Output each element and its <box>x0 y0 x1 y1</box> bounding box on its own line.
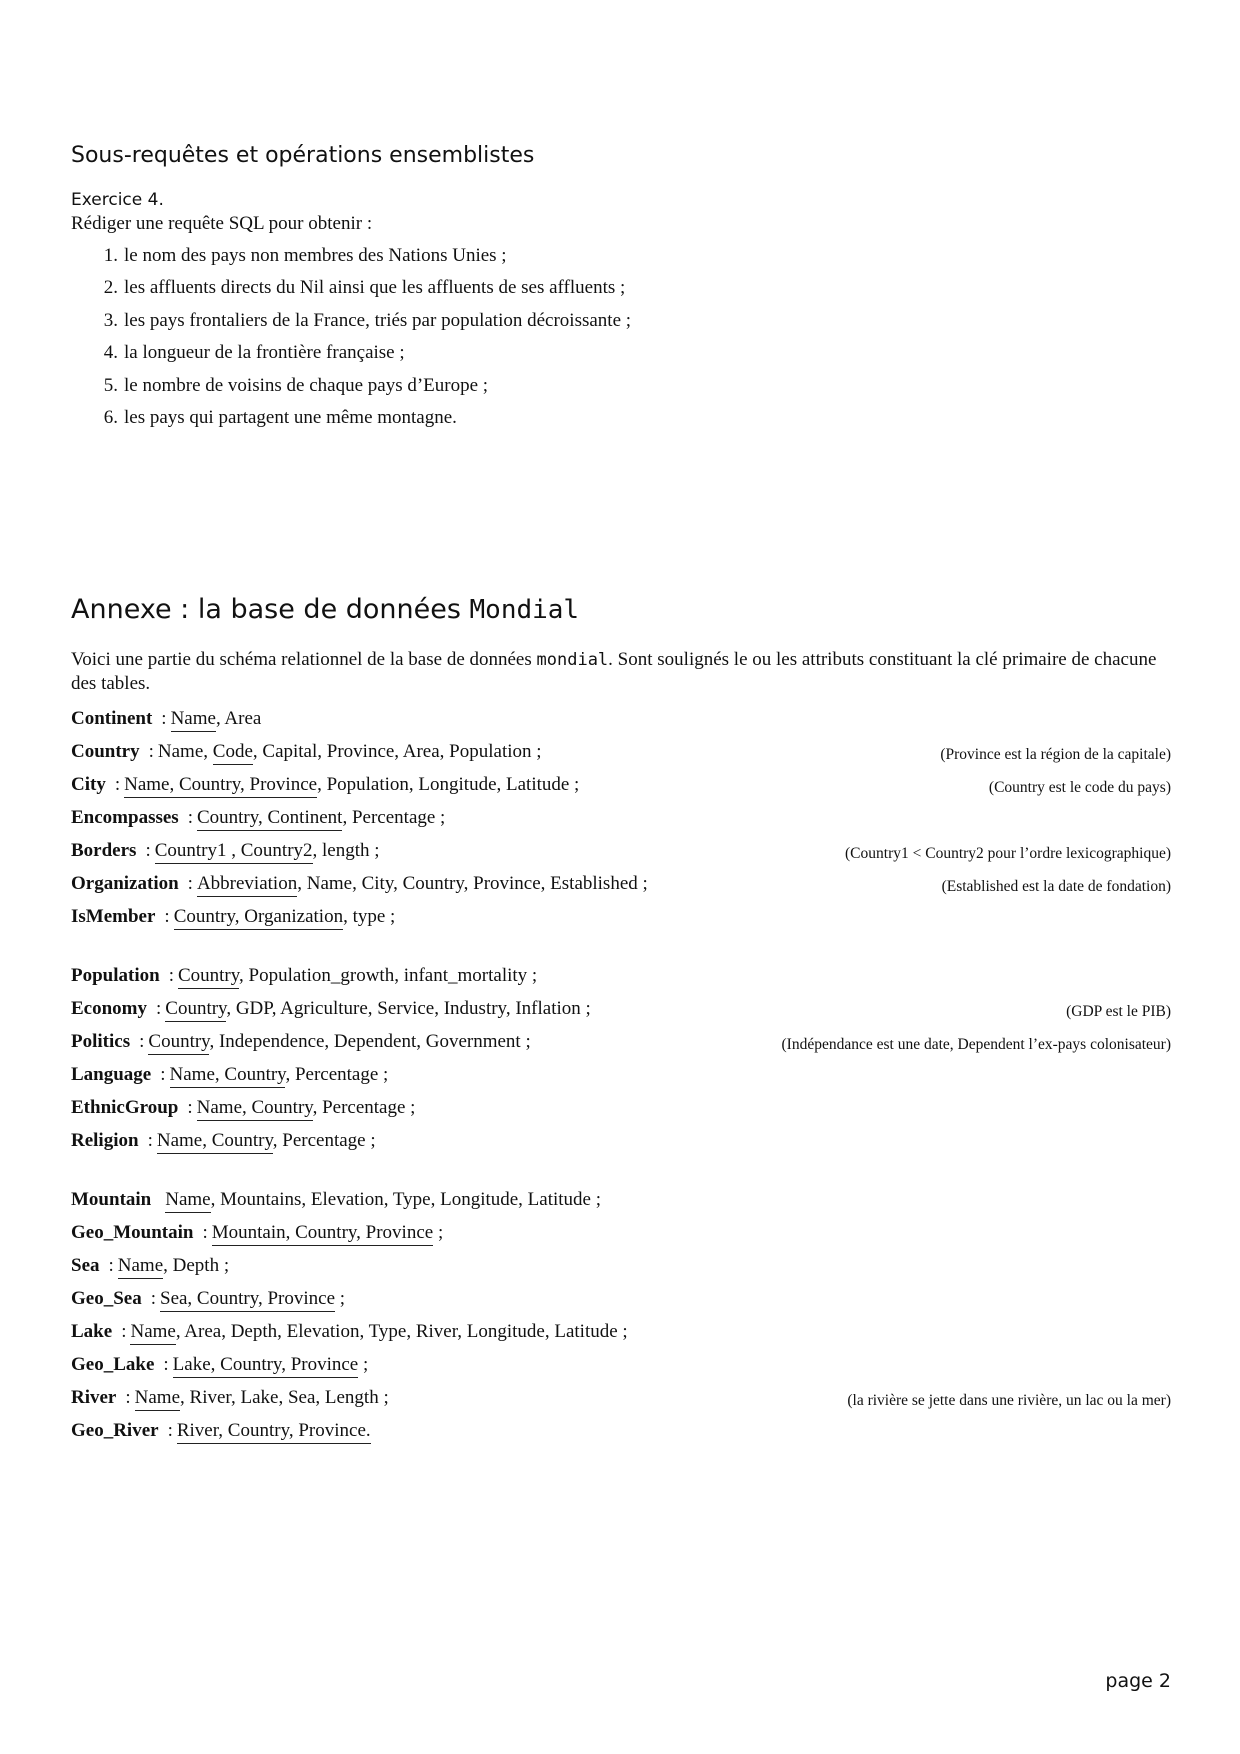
schema-row-river <box>71 1387 1171 1420</box>
primary-key: Name, Country <box>170 1064 286 1088</box>
schema-row-continent <box>71 708 1171 741</box>
primary-key: Country <box>178 965 239 989</box>
table-name: Lake <box>71 1321 113 1342</box>
attributes: , Percentage ; <box>285 1064 389 1085</box>
annexe-intro: Voici une partie du schéma relationnel de la base de données mondial. Sont soulignés le ou les attributs constituant la clé primaire de chacune des tables. <box>71 649 1157 694</box>
primary-key: Abbreviation <box>197 873 297 897</box>
separator: : <box>202 1222 208 1243</box>
attributes: ; <box>335 1288 346 1309</box>
separator: : <box>168 965 174 986</box>
separator: : <box>187 807 193 828</box>
primary-key: Name <box>171 708 216 732</box>
table-name: Geo_Lake <box>71 1354 155 1375</box>
schema-row-country <box>71 741 1171 774</box>
table-name: Geo_River <box>71 1420 159 1441</box>
table-name: Mountain <box>71 1189 152 1210</box>
list-item: 4. la longueur de la frontière française ; <box>103 342 405 364</box>
attributes: , Area <box>215 708 262 729</box>
separator: : <box>108 1255 114 1276</box>
schema-row-ismember <box>71 906 1171 939</box>
schema-row-language <box>71 1064 1171 1097</box>
table-name: IsMember <box>71 906 156 927</box>
separator: : <box>114 774 121 795</box>
attributes: , Depth ; <box>163 1255 230 1276</box>
attributes: , Population_growth, infant_mortality ; <box>239 965 538 986</box>
attributes: ; <box>358 1354 369 1375</box>
schema-row-sea <box>71 1255 1171 1288</box>
separator: : <box>163 1354 169 1375</box>
primary-key: Name <box>135 1387 180 1411</box>
schema-row-organization <box>71 873 1171 906</box>
table-name: Organization <box>71 873 179 894</box>
schema-row-politics <box>71 1031 1171 1064</box>
schema-row-religion <box>71 1130 1171 1163</box>
table-name: Population <box>71 965 160 986</box>
list-item: 6. les pays qui partagent une même montagne. <box>103 406 457 428</box>
document-page <box>71 0 1171 1754</box>
table-name: Geo_Mountain <box>71 1222 194 1243</box>
table-name: River <box>71 1387 117 1408</box>
attributes: , Mountains, Elevation, Type, Longitude, Latitude ; <box>210 1189 602 1210</box>
primary-key: River, Country, Province. <box>177 1420 371 1444</box>
schema-row-economy <box>71 998 1171 1031</box>
separator: : <box>125 1387 131 1408</box>
primary-key: Country, Organization <box>174 906 343 930</box>
table-note: (GDP est le PIB) <box>1066 1003 1171 1020</box>
attributes: , Population, Longitude, Latitude ; <box>317 774 580 795</box>
table-name: Geo_Sea <box>71 1288 142 1309</box>
attributes: , GDP, Agriculture, Service, Industry, Inflation ; <box>226 998 591 1019</box>
table-name: Encompasses <box>71 807 179 828</box>
primary-key: Country1 , Country2 <box>155 840 313 864</box>
primary-key: Country <box>148 1031 209 1055</box>
schema-row-geo-sea <box>71 1288 1171 1321</box>
section-title: Sous-requêtes et opérations ensemblistes <box>71 143 535 168</box>
schema-table-list <box>71 708 1171 1453</box>
schema-row-population <box>71 965 1171 998</box>
table-note: (Country est le code du pays) <box>988 779 1171 796</box>
separator: : <box>121 1321 127 1342</box>
exercise-list <box>71 245 631 439</box>
separator: : <box>187 873 193 894</box>
attributes: , Percentage ; <box>312 1097 416 1118</box>
annexe-title: Annexe : la base de données Mondial <box>71 594 580 625</box>
primary-key: Sea, Country, Province <box>160 1288 335 1312</box>
table-name: Sea <box>71 1255 100 1276</box>
attributes: Name, <box>157 741 213 762</box>
schema-row-geo-lake <box>71 1354 1171 1387</box>
primary-key: Lake, Country, Province <box>173 1354 359 1378</box>
page-number: page 2 <box>1105 1670 1171 1692</box>
schema-row-ethnicgroup <box>71 1097 1171 1130</box>
separator: : <box>161 708 167 729</box>
list-item: 5. le nombre de voisins de chaque pays d’Europe ; <box>103 374 489 396</box>
table-name: Continent <box>71 708 153 729</box>
separator: : <box>164 906 170 927</box>
list-item: 1. le nom des pays non membres des Nations Unies ; <box>103 245 507 266</box>
separator: : <box>148 741 154 762</box>
schema-row-borders <box>71 840 1171 873</box>
separator: : <box>150 1288 156 1309</box>
primary-key: Code <box>213 741 253 765</box>
schema-row-geo-mountain <box>71 1222 1171 1255</box>
table-name: Politics <box>71 1031 131 1052</box>
attributes: , River, Lake, Sea, Length ; <box>180 1387 389 1408</box>
schema-row-lake <box>71 1321 1171 1354</box>
attributes: , Name, City, Country, Province, Established ; <box>297 873 648 894</box>
primary-key: Name <box>118 1255 163 1279</box>
primary-key: Name <box>165 1189 210 1213</box>
table-note: (Established est la date de fondation) <box>941 878 1171 895</box>
primary-key: Name, Country <box>197 1097 313 1121</box>
separator: : <box>145 840 151 861</box>
exercise-label: Exercice 4. <box>71 190 164 210</box>
table-name: Economy <box>71 998 147 1019</box>
table-name: Language <box>71 1064 152 1085</box>
primary-key: Name <box>130 1321 175 1345</box>
table-note: (Indépendance est une date, Dependent l’ex-pays colonisateur) <box>781 1036 1171 1053</box>
separator: : <box>147 1130 153 1151</box>
exercise-intro: Rédiger une requête SQL pour obtenir : <box>71 213 373 234</box>
table-note: (Country1 < Country2 pour l’ordre lexicographique) <box>845 845 1171 862</box>
list-item: 3. les pays frontaliers de la France, triés par population décroissante ; <box>103 309 632 331</box>
schema-row-city <box>71 774 1171 807</box>
attributes: , Independence, Dependent, Government ; <box>209 1031 531 1052</box>
primary-key: Name, Country <box>157 1130 273 1154</box>
primary-key: Name, Country, Province <box>124 774 317 798</box>
table-name: Borders <box>71 840 137 861</box>
table-name: EthnicGroup <box>71 1097 179 1118</box>
schema-row-mountain <box>71 1189 1171 1222</box>
primary-key: Country, Continent <box>197 807 343 831</box>
table-note: (la rivière se jette dans une rivière, un lac ou la mer) <box>847 1392 1171 1409</box>
attributes: , Percentage ; <box>272 1130 376 1151</box>
attributes: ; <box>433 1222 444 1243</box>
list-item: 2. les affluents directs du Nil ainsi que les affluents de ses affluents ; <box>103 277 626 299</box>
database-name: Mondial <box>469 595 580 625</box>
separator: : <box>139 1031 145 1052</box>
attributes: , Area, Depth, Elevation, Type, River, Longitude, Latitude ; <box>175 1321 628 1342</box>
attributes: , length ; <box>312 840 380 861</box>
primary-key: Mountain, Country, Province <box>212 1222 433 1246</box>
attributes: , Capital, Province, Area, Population ; <box>252 741 542 762</box>
separator: : <box>167 1420 173 1441</box>
primary-key: Country <box>165 998 226 1022</box>
table-name: Religion <box>71 1130 139 1151</box>
separator: : <box>160 1064 166 1085</box>
schema-row-encompasses <box>71 807 1171 840</box>
table-note: (Province est la région de la capitale) <box>940 746 1171 763</box>
attributes: , Percentage ; <box>342 807 446 828</box>
separator: : <box>187 1097 193 1118</box>
separator: : <box>156 998 162 1019</box>
table-name: City <box>71 774 106 795</box>
schema-row-geo-river <box>71 1420 1171 1453</box>
table-name: Country <box>71 741 140 762</box>
attributes: , type ; <box>343 906 396 927</box>
